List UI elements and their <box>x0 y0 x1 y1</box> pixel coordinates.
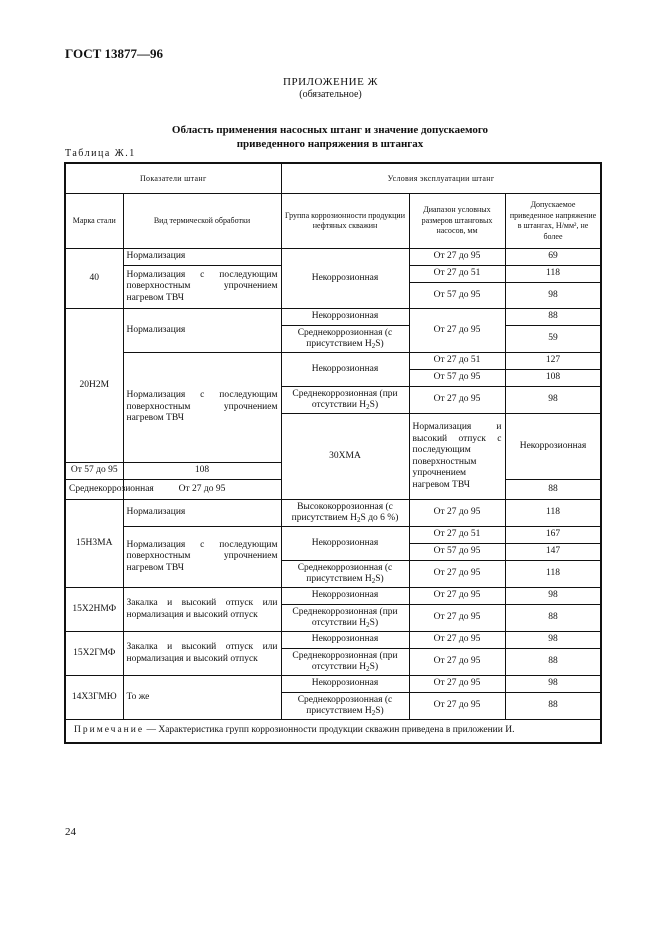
range-cell: От 57 до 95 <box>65 463 123 480</box>
stress-cell: 88 <box>505 693 601 720</box>
corrosion-text: Высококоррозионная (с присутствием H <box>291 501 393 523</box>
corrosion-text: Среднекоррозионная (при отсутствии H <box>292 650 398 672</box>
subscript: 2 <box>366 403 370 411</box>
subscript: 2 <box>371 709 376 717</box>
grade-cell: 30ХМА <box>281 414 409 500</box>
appendix-subtitle: (обязательное) <box>299 89 362 100</box>
treatment-cell: Закалка и высокий отпуск или нормализация и высокий отпуск <box>123 632 281 676</box>
subscript: 2 <box>357 516 361 524</box>
grade-cell: 15Х2ГМФ <box>65 632 123 676</box>
col-corrosion-group: Группа коррозионности продукции нефтяных скважин <box>281 194 409 249</box>
grade-cell: 14Х3ГМЮ <box>65 676 123 720</box>
corrosion-text-end: S) <box>369 400 379 410</box>
stress-cell: 98 <box>505 387 601 414</box>
treatment-cell: Нормализация и высокий отпуск с последующим поверхностным упрочнением нагревом ТВЧ <box>409 414 505 500</box>
treatment-cell: То же <box>123 676 281 720</box>
corrosion-cell: Некоррозионная <box>281 676 409 693</box>
range-cell: От 27 до 95 <box>409 632 505 649</box>
stress-cell: 108 <box>505 370 601 387</box>
grade-cell: 15Н3МА <box>65 500 123 588</box>
subscript: 2 <box>366 665 370 673</box>
subscript: 2 <box>371 342 376 350</box>
range-cell: От 27 до 95 <box>409 387 505 414</box>
corrosion-cell <box>281 605 409 632</box>
note-label: Примечание <box>74 725 145 735</box>
corrosion-cell: Некоррозионная <box>281 632 409 649</box>
page-number: 24 <box>65 826 76 838</box>
corrosion-text: Среднекоррозионная (при отсутствии H <box>292 606 398 628</box>
treatment-cell: Нормализация <box>123 309 281 353</box>
corrosion-cell: Некоррозионная <box>281 353 409 387</box>
stress-cell: 98 <box>505 283 601 309</box>
range-cell: От 27 до 95 <box>409 500 505 527</box>
col-steel-grade: Марка стали <box>65 194 123 249</box>
caption-line-2: приведенного напряжения в штангах <box>236 138 424 150</box>
stress-cell: 118 <box>505 266 601 283</box>
corrosion-cell <box>281 387 409 414</box>
stress-cell: 118 <box>505 500 601 527</box>
header-operating-conditions: Условия эксплуатации штанг <box>281 163 601 194</box>
grade-cell: 20Н2М <box>65 309 123 463</box>
note-text: — Характеристика групп коррозионности продукции скважин приведена в приложении И. <box>144 725 515 735</box>
corrosion-text: Среднекоррозионная (с присутствием H <box>297 327 393 349</box>
corrosion-text-end: S) <box>375 706 384 716</box>
table-label: Таблица Ж.1 <box>65 148 136 159</box>
grade-cell: 40 <box>65 249 123 309</box>
range-cell: От 27 до 95 <box>409 249 505 266</box>
corrosion-text: Среднекоррозионная (с присутствием H <box>297 694 393 716</box>
table-note <box>65 720 601 744</box>
range-cell: От 27 до 95 <box>409 649 505 676</box>
table-caption <box>150 123 510 151</box>
col-heat-treatment: Вид термической обработки <box>123 194 281 249</box>
range-cell: От 27 до 95 <box>409 693 505 720</box>
corrosion-text-end: S) <box>369 618 379 628</box>
stress-cell: 127 <box>505 353 601 370</box>
subscript: 2 <box>371 577 376 585</box>
corrosion-cell: Среднекоррозионная <box>65 480 123 500</box>
corrosion-text: Среднекоррозионная (с присутствием H <box>297 562 393 584</box>
subscript: 2 <box>366 621 370 629</box>
corrosion-cell <box>281 326 409 353</box>
treatment-cell: Нормализация с последующим поверхностным упрочнением нагревом ТВЧ <box>123 527 281 588</box>
corrosion-cell: Некоррозионная <box>281 249 409 309</box>
stress-cell: 88 <box>505 649 601 676</box>
stress-cell: 88 <box>505 605 601 632</box>
col-allowable-stress: Допускаемое приведенное напряжение в штангах, Н/мм², не более <box>505 194 601 249</box>
corrosion-cell: Некоррозионная <box>505 414 601 480</box>
treatment-cell: Нормализация <box>123 249 281 266</box>
range-cell: От 27 до 95 <box>409 605 505 632</box>
header-rod-indicators: Показатели штанг <box>65 163 281 194</box>
stress-cell: 147 <box>505 544 601 561</box>
document-code: ГОСТ 13877—96 <box>65 46 164 61</box>
appendix-title: ПРИЛОЖЕНИЕ Ж <box>283 76 378 88</box>
range-cell: От 27 до 95 <box>409 309 505 353</box>
range-cell: От 27 до 51 <box>409 527 505 544</box>
corrosion-cell <box>281 693 409 720</box>
col-pump-size-range: Диапазон условных размеров штанговых насосов, мм <box>409 194 505 249</box>
rods-table <box>64 162 602 744</box>
range-cell: От 27 до 95 <box>123 480 281 500</box>
range-cell: От 57 до 95 <box>409 283 505 309</box>
corrosion-text: Среднекоррозионная (при отсутствии H <box>292 388 398 410</box>
range-cell: От 27 до 95 <box>409 561 505 588</box>
stress-cell: 118 <box>505 561 601 588</box>
stress-cell: 88 <box>505 309 601 326</box>
stress-cell: 59 <box>505 326 601 353</box>
corrosion-text-end: S) <box>375 574 384 584</box>
corrosion-cell: Некоррозионная <box>281 588 409 605</box>
corrosion-cell <box>281 649 409 676</box>
treatment-cell: Нормализация с последующим поверхностным упрочнением нагревом ТВЧ <box>123 266 281 309</box>
range-cell: От 27 до 95 <box>409 588 505 605</box>
range-cell: От 27 до 51 <box>409 353 505 370</box>
corrosion-text-end: S) <box>375 339 384 349</box>
stress-cell: 98 <box>505 588 601 605</box>
corrosion-cell: Некоррозионная <box>281 309 409 326</box>
stress-cell: 69 <box>505 249 601 266</box>
range-cell: От 57 до 95 <box>409 370 505 387</box>
treatment-cell: Нормализация с последующим поверхностным упрочнением нагревом ТВЧ <box>123 353 281 463</box>
stress-cell: 98 <box>505 676 601 693</box>
caption-line-1: Область применения насосных штанг и значение допускаемого <box>171 124 489 136</box>
range-cell: От 27 до 95 <box>409 676 505 693</box>
grade-cell: 15Х2НМФ <box>65 588 123 632</box>
treatment-cell: Нормализация <box>123 500 281 527</box>
corrosion-cell: Некоррозионная <box>281 527 409 561</box>
treatment-cell: Закалка и высокий отпуск или нормализация и высокий отпуск <box>123 588 281 632</box>
range-cell: От 57 до 95 <box>409 544 505 561</box>
corrosion-text-end: S до 6 %) <box>360 513 399 523</box>
stress-cell: 88 <box>505 480 601 500</box>
stress-cell: 108 <box>123 463 281 480</box>
corrosion-text-end: S) <box>369 662 379 672</box>
stress-cell: 167 <box>505 527 601 544</box>
range-cell: От 27 до 51 <box>409 266 505 283</box>
corrosion-cell <box>281 561 409 588</box>
corrosion-cell <box>281 500 409 527</box>
stress-cell: 98 <box>505 632 601 649</box>
